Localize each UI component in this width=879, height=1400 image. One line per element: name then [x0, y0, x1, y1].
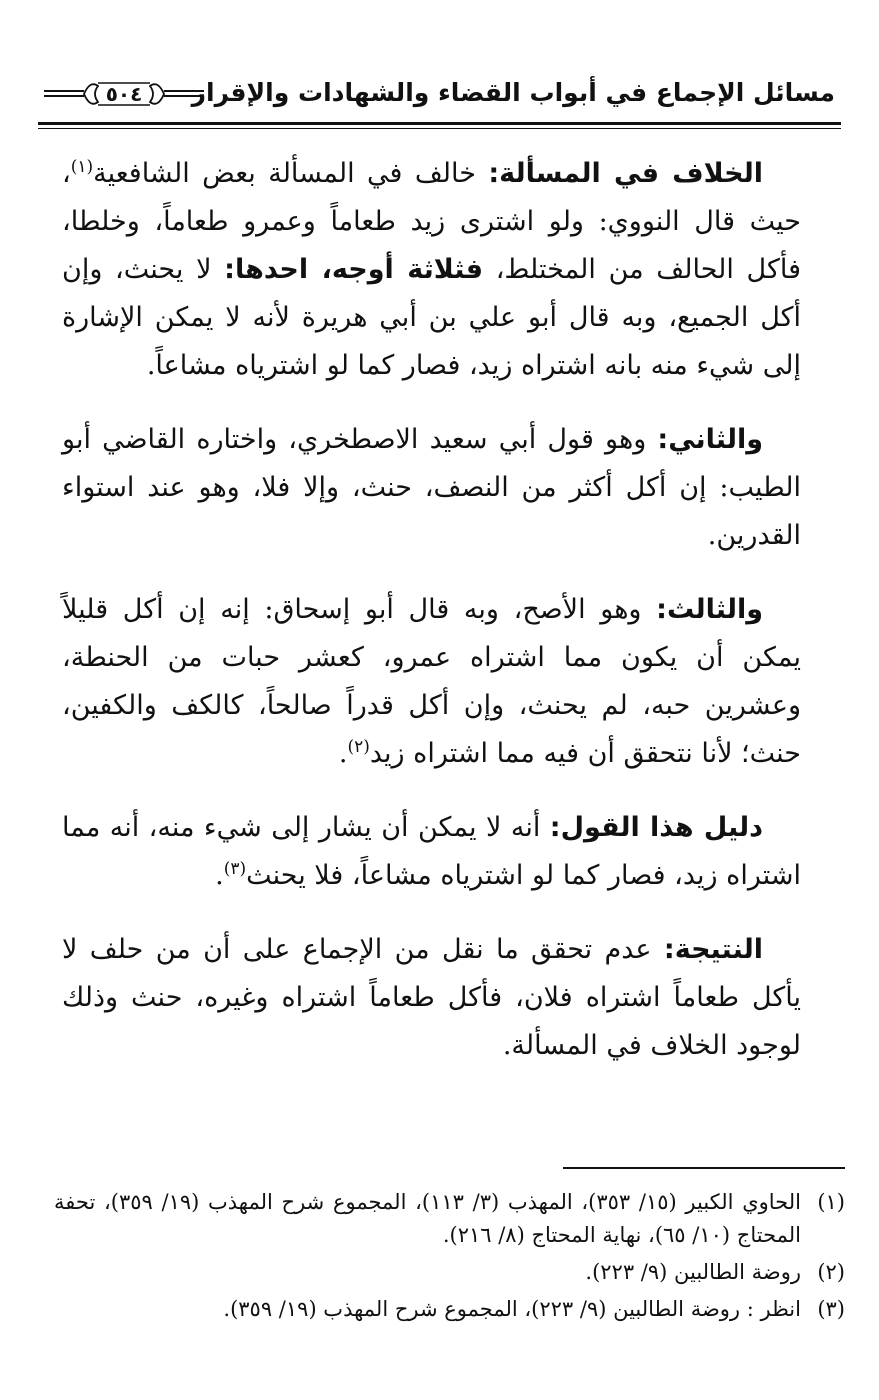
paragraph-label: والثاني: [657, 424, 763, 455]
header-rule [38, 122, 841, 125]
footnote [54, 1293, 845, 1326]
paragraph-text: لا يحنث، وإن أكل الجميع، وبه قال أبو علي بن أبي هريرة لأنه لا يمكن الإشارة إلى شيء منه بانه اشتراه زيد، فصار كما لو اشترياه مشاعاً. [62, 254, 801, 381]
footnote-number: (٢) [817, 1260, 845, 1284]
paragraph-text: ، حيث قال النووي: ولو اشترى زيد طعاماً وعمرو طعاماً، وخلطا، فأكل الحالف من المختلط، [62, 158, 801, 285]
footnote-marker[interactable]: (٢) [347, 737, 370, 757]
footnote-text: انظر : روضة الطالبين (٩/ ٢٢٣)، المجموع شرح المهذب (١٩/ ٣٥٩). [223, 1297, 801, 1321]
page-header [38, 78, 841, 124]
body-text [62, 150, 801, 1096]
paragraph-text: عدم تحقق ما نقل من الإجماع على أن من حلف لا يأكل طعاماً اشتراه فلان، فأكل طعاماً اشتراه وغيره، حنث وذلك لوجود الخلاف في المسألة. [62, 934, 801, 1061]
paragraph [62, 586, 801, 778]
paragraph-text: . [338, 738, 348, 769]
paragraph-text: خالف في المسألة بعض الشافعية [93, 158, 489, 189]
footnote-separator [563, 1167, 845, 1169]
paragraph-text: وهو الأصح، وبه قال أبو إسحاق: إنه إن أكل قليلاً يمكن أن يكون مما اشتراه عمرو، كعشر حبات من الحنطة، وعشرين حبه، لم يحنث، وإن أكل قدراً صالحاً، كالكف والكفين، حنث؛ لأنا نتحقق أن فيه مما اشتراه زيد [62, 594, 801, 769]
paragraph-label: والثالث: [656, 594, 763, 625]
footnote-text: الحاوي الكبير (١٥/ ٣٥٣)، المهذب (٣/ ١١٣)، المجموع شرح المهذب (١٩/ ٣٥٩)، تحفة المحتاج (١٠/ ٦٥)، نهاية المحتاج (٨/ ٢١٦). [54, 1190, 801, 1247]
paragraph [62, 416, 801, 560]
footnote [54, 1186, 845, 1252]
paragraph-text: أنه لا يمكن أن يشار إلى شيء منه، أنه مما اشتراه زيد، فصار كما لو اشترياه مشاعاً، فلا يحنث [62, 812, 801, 891]
running-title: مسائل الإجماع في أبواب القضاء والشهادات والإقرار [191, 78, 835, 107]
footnote-marker[interactable]: (٣) [223, 859, 247, 879]
footnote-number: (١) [817, 1190, 845, 1214]
header-rule-thin [38, 128, 841, 129]
footnote-number: (٣) [817, 1297, 845, 1321]
paragraph [62, 926, 801, 1070]
paragraph [62, 150, 801, 390]
paragraph [62, 804, 801, 900]
footnote [54, 1256, 845, 1289]
page-number: ٥٠٤ [105, 82, 143, 106]
footnotes [54, 1186, 845, 1330]
footnote-text: روضة الطالبين (٩/ ٢٢٣). [585, 1260, 801, 1284]
paragraph-label: دليل هذا القول: [549, 812, 763, 843]
paragraph-label: النتيجة: [663, 934, 763, 965]
page-number-ornament [44, 74, 204, 114]
paragraph-text: وهو قول أبي سعيد الاصطخري، واختاره القاضي أبو الطيب: إن أكل أكثر من النصف، حنث، وإلا فلا، وهو عند استواء القدرين. [62, 424, 801, 551]
emphasis-text: فثلاثة أوجه، احدها: [224, 254, 484, 285]
paragraph-text: . [215, 860, 224, 891]
paragraph-label: الخلاف في المسألة: [488, 158, 763, 189]
footnote-marker[interactable]: (١) [70, 157, 94, 177]
